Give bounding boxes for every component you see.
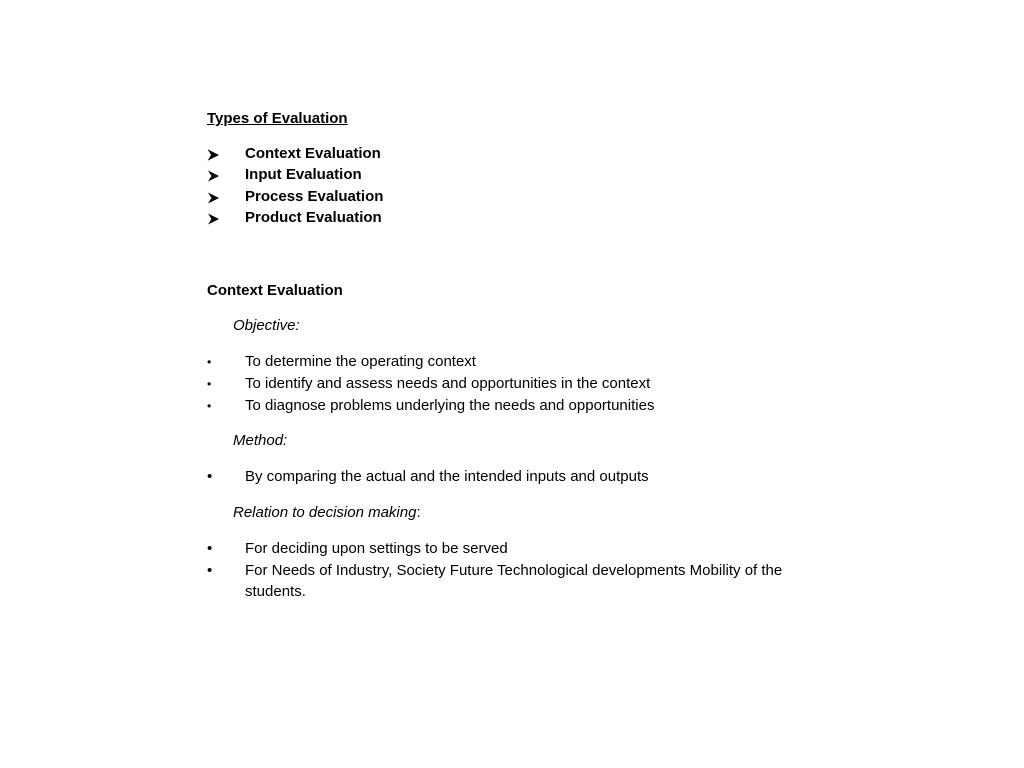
objective-item-text: To diagnose problems underlying the needs and opportunities	[245, 397, 655, 414]
context-evaluation-heading: Context Evaluation	[207, 282, 343, 299]
method-item-text: By comparing the actual and the intended inputs and outputs	[245, 468, 649, 485]
relation-label	[233, 504, 421, 522]
arrowhead-bullet-icon	[207, 167, 221, 185]
method-label: Method:	[233, 432, 288, 449]
bullet-dot-icon: •	[207, 355, 212, 369]
types-list-item-label: Process Evaluation	[245, 188, 384, 205]
relation-label-colon: :	[416, 504, 421, 521]
bullet-dot-icon: •	[207, 540, 213, 557]
types-list-item-label: Product Evaluation	[245, 209, 382, 226]
arrowhead-bullet-icon	[207, 210, 221, 228]
bullet-dot-icon: •	[207, 377, 212, 391]
types-of-evaluation-heading: Types of Evaluation	[207, 110, 348, 127]
bullet-dot-icon: •	[207, 468, 213, 485]
types-list-item-label: Context Evaluation	[245, 145, 381, 162]
objective-label: Objective:	[233, 317, 300, 334]
bullet-dot-icon: •	[207, 562, 213, 579]
relation-item-text: For deciding upon settings to be served	[245, 540, 508, 557]
relation-item-text-continued: students.	[245, 583, 306, 600]
arrowhead-bullet-icon	[207, 189, 221, 207]
arrowhead-bullet-icon	[207, 146, 221, 164]
types-list-item-label: Input Evaluation	[245, 166, 362, 183]
relation-item-text: For Needs of Industry, Society Future Technological developments Mobility of the	[245, 562, 783, 579]
relation-label-text: Relation to decision making	[233, 504, 417, 521]
bullet-dot-icon: •	[207, 399, 212, 413]
objective-item-text: To identify and assess needs and opportunities in the context	[245, 375, 651, 392]
objective-item-text: To determine the operating context	[245, 353, 476, 370]
